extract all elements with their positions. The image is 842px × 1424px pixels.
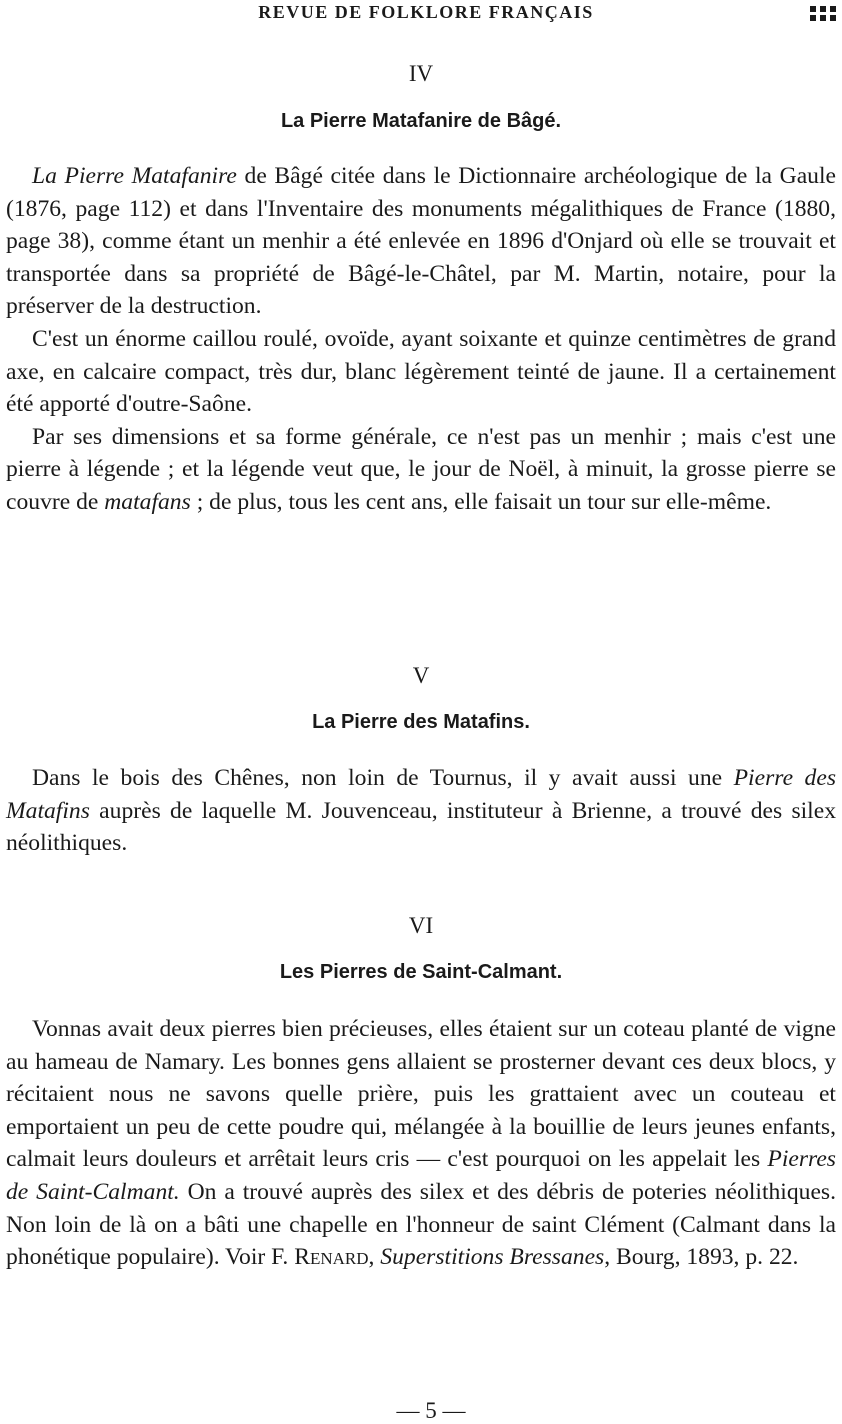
running-head: REVUE DE FOLKLORE FRANÇAIS [258,2,594,22]
section-title-vi: Les Pierres de Saint-Calmant. [279,961,563,983]
paragraph-text: Dans le bois des Chênes, non loin de Tournus, il y avait aussi une [32,765,734,791]
italic-text: Pierre des Matafins [6,765,837,824]
section-body-iv [6,160,836,519]
paragraph [6,323,836,421]
italic-text: matafans [104,488,191,515]
section-number-vi: VI [408,913,434,938]
section-number-v: V [412,663,430,688]
paragraph-text: , [368,1244,381,1271]
italic-text: Pierres de Saint-Calmant. [6,1146,836,1205]
page-number: — 5 — [396,1398,466,1423]
paragraph-text: de Bâgé citée dans le Dictionnaire archéologique de la Gaule (1876, page 112) et dans l'Inventaire des monuments mégalithiques de France (1880, page 38), comme étant un menhir a été enlevée en 1896 d'Onjard où elle se trouvait et transportée dans sa propriété de Bâgé-le-Châtel, par M. Martin, notaire, pour la préserver de la destruction. [6,163,836,320]
section-body-v [6,762,836,860]
section-title-iv: La Pierre Matafanire de Bâgé. [280,110,562,132]
ornament-icon [808,4,838,22]
italic-text: La Pierre Matafanire [32,163,237,189]
paragraph-text: Vonnas avait deux pierres bien précieuses, elles étaient sur un coteau planté de vigne au hameau de Namary. Les bonnes gens allaient se prosterner devant ces deux blocs, y récitaient nous ne savons quelle prière, puis les grattaient avec un couteau et emportaient un peu de cette poudre qui, mélangée à la bouillie de leurs jeunes enfants, calmait leurs douleurs et arrêtait leurs cris — c'est pourquoi on les appelait les [6,1016,836,1173]
paragraph-text: auprès de laquelle M. Jouvenceau, instituteur à Brienne, a trouvé des silex néolithiques. [6,797,836,857]
paragraph [6,762,836,860]
paragraph-text: ; de plus, tous les cent ans, elle faisait un tour sur elle-même. [190,488,772,515]
section-title-v: La Pierre des Matafins. [312,711,530,733]
paragraph [6,1013,836,1274]
paragraph-text: On a trouvé auprès des silex et des débris de poteries néolithiques. Non loin de là on a bâti une chapelle en l'honneur de saint Clément (Calmant dans la phonétique populaire). Voir F. [6,1178,836,1271]
paragraph [6,421,836,519]
section-body-vi [6,1013,836,1274]
paragraph [6,160,836,323]
author-name: Renard [294,1244,369,1271]
paragraph-text: Par ses dimensions et sa forme générale, ce n'est pas un menhir ; mais c'est une pierre à légende ; et la légende veut que, le jour de Noël, à minuit, la grosse pierre se couvre de [6,423,836,515]
paragraph-text: C'est un énorme caillou roulé, ovoïde, ayant soixante et quinze centimètres de grand axe, en calcaire compact, très dur, blanc légèrement teinté de jaune. Il a certainement été apporté d'outre-Saône. [6,325,836,418]
paragraph-text: , Bourg, 1893, p. 22. [604,1244,799,1271]
section-number-iv: IV [408,61,434,86]
italic-text: Superstitions Bressanes [380,1244,605,1271]
